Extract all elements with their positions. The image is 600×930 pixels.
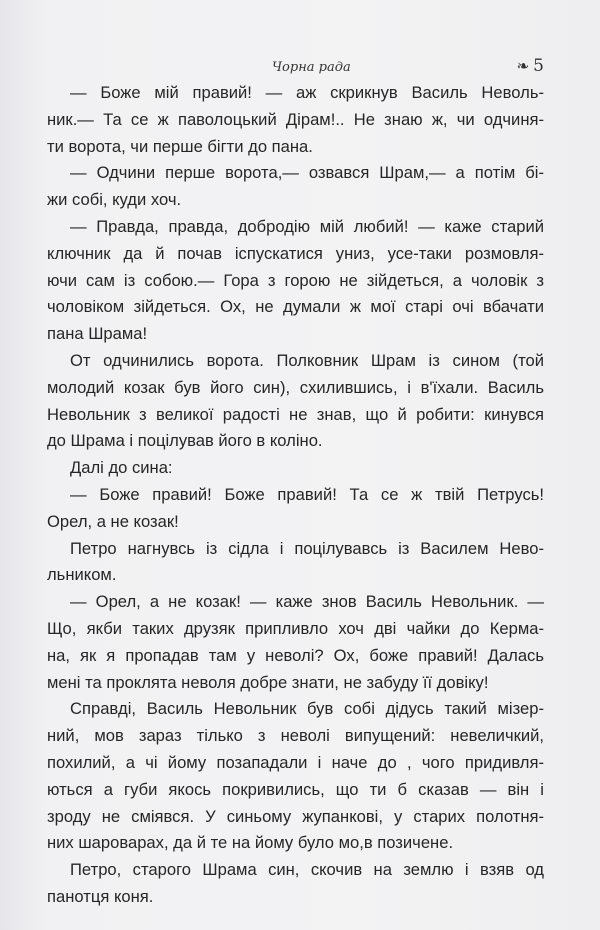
text-line: Що, якби таких друзяк припливло хоч дві чайки до Керма- <box>47 618 544 638</box>
text-line: ний, мов зараз тілько з неволі випущений: невеличкий, <box>47 726 544 746</box>
text-line: ключник да й почав іспускатися униз, усе-таки розмовля- <box>47 243 544 263</box>
text-line: — Боже правий! Боже правий! Та се ж твій Петрусь! <box>70 484 544 504</box>
paragraph <box>47 160 544 214</box>
text-line: ти ворота, чи перше бігти до пана. <box>47 136 313 156</box>
paragraph <box>47 696 544 857</box>
text-line: до Шрама і поцілував його в коліно. <box>47 431 323 451</box>
text-line: Орел, а не козак! <box>47 511 179 531</box>
paragraph <box>47 214 544 348</box>
body-text <box>47 80 544 911</box>
text-line: ючи сам із собою.— Гора з горою не зійдеться, а чоловік з <box>47 270 544 290</box>
text-line: зроду не сміявся. У синьому жупанкові, у старих полотня- <box>47 806 544 826</box>
paragraph <box>47 482 544 536</box>
text-line: молодий козак був його син), схилившись, і в'їхали. Василь <box>47 377 544 397</box>
text-line: Справді, Василь Невольник був собі дідусь такий мізер- <box>70 699 544 719</box>
page-header <box>0 56 600 80</box>
page-folio <box>517 56 544 76</box>
paragraph <box>47 857 544 911</box>
text-line: панотця коня. <box>47 886 154 906</box>
text-line: на, як я пропадав там у неволі? Ох, боже правий! Далась <box>47 645 544 665</box>
text-line: похилий, а чі йому позападали і наче до , чого придивля- <box>47 752 544 772</box>
text-line: Далі до сина: <box>70 458 173 478</box>
fleuron-icon: ❧ <box>516 57 530 75</box>
running-title: Чорна рада <box>272 60 351 75</box>
paragraph <box>47 80 544 160</box>
text-line: Невольник з великої радості не знав, що й робити: кинувся <box>47 404 544 424</box>
text-line: мені та проклята неволя добре знати, не забуду її довіку! <box>47 672 489 692</box>
paragraph <box>47 536 544 590</box>
paragraph <box>47 589 544 696</box>
text-line: — Боже мій правий! — аж скрикнув Василь Неволь- <box>70 83 544 102</box>
text-line: ються а губи якось покривились, що ти б сказав — він і <box>47 779 544 799</box>
text-line: — Правда, правда, добродію мій любий! — каже старий <box>70 216 544 236</box>
text-line: ник.— Та се ж паволоцький Дірам!.. Не знаю ж, чи одчиня- <box>47 109 544 129</box>
paragraph <box>47 455 544 482</box>
text-line: — Орел, а не козак! — каже знов Василь Невольник. — <box>70 592 544 612</box>
page-number: 5 <box>533 56 544 76</box>
text-line: льником. <box>47 565 117 585</box>
paragraph <box>47 348 544 455</box>
text-line: Петро, старого Шрама син, скочив на землю і взяв од <box>70 860 544 880</box>
text-line: чоловіком зійдеться. Ох, не думали ж мої старі очі вбачати <box>47 297 544 317</box>
text-line: жи собі, куди хоч. <box>47 190 182 210</box>
text-line: — Одчини перше ворота,— озвався Шрам,— а потім бі- <box>70 163 544 183</box>
text-line: От одчинились ворота. Полковник Шрам із сином (той <box>70 350 544 370</box>
text-line: пана Шрама! <box>47 324 148 344</box>
text-line: них шароварах, да й те на йому було мо,в позичене. <box>47 833 454 853</box>
text-line: Петро нагнувсь із сідла і поцілувавсь із Василем Нево- <box>70 538 544 558</box>
